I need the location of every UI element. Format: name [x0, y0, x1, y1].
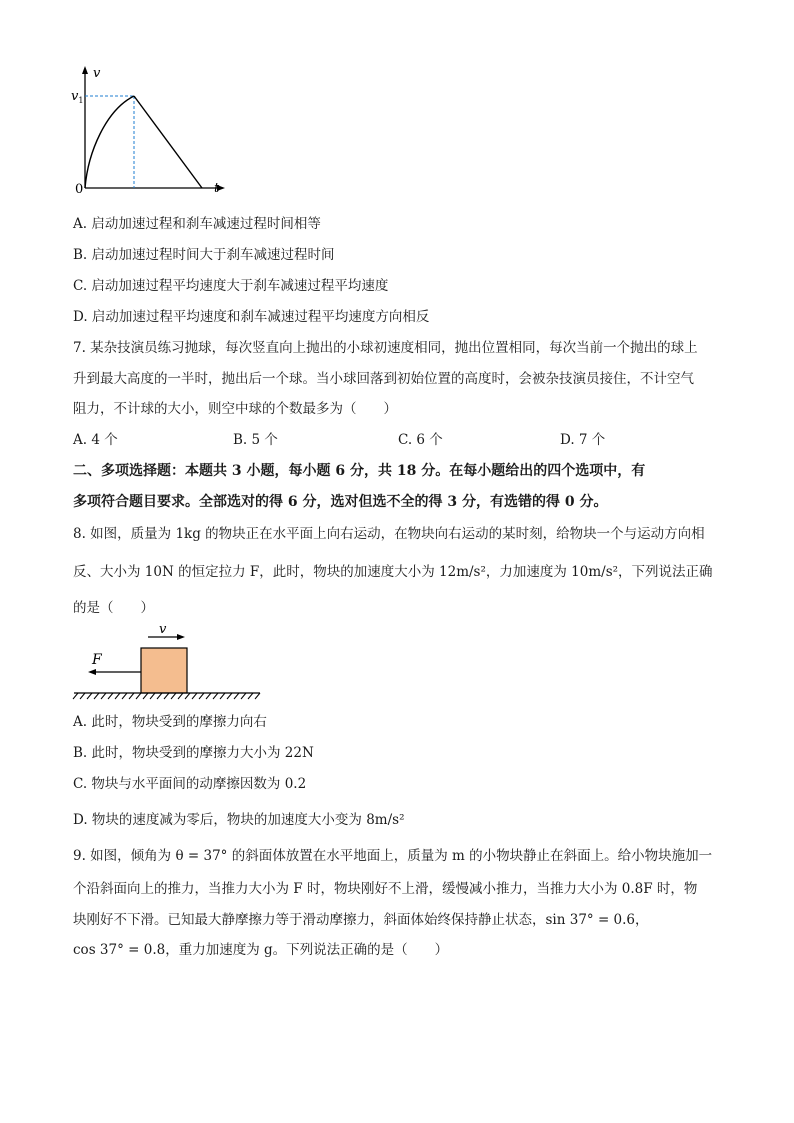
- force-label: F: [92, 652, 102, 668]
- v-axis-label: v: [93, 66, 101, 81]
- origin-label: 0: [75, 182, 84, 197]
- q7-text-line-1: 7. 某杂技演员练习抛球，每次竖直向上抛出的小球初速度相同，抛出位置相同，每次当前一个抛出的球上: [73, 340, 698, 356]
- velocity-time-graph: [66, 62, 236, 202]
- q6-option-b: B. 启动加速过程时间大于刹车减速过程时间: [73, 247, 335, 263]
- block: [141, 648, 187, 693]
- velocity-label: v: [159, 622, 167, 637]
- q7-option-d: D. 7 个: [560, 432, 606, 448]
- q9-text-line-3: 块刚好不下滑。已知最大静摩擦力等于滑动摩擦力，斜面体始终保持静止状态，sin 37° = 0.6，: [73, 912, 649, 928]
- q9-text-line-4: cos 37° = 0.8，重力加速度为 g。下列说法正确的是（ ）: [73, 942, 449, 958]
- q7-text-line-3: 阻力，不计球的大小，则空中球的个数最多为（ ）: [73, 401, 397, 417]
- section2-header-line-1: 二、多项选择题：本题共 3 小题，每小题 6 分，共 18 分。在每小题给出的四个选项中，有: [73, 463, 646, 479]
- q6-option-c: C. 启动加速过程平均速度大于刹车减速过程平均速度: [73, 278, 389, 294]
- q8-text-line-3: 的是（ ）: [73, 600, 154, 616]
- q8-option-d: D. 物块的速度减为零后，物块的加速度大小变为 8m/s²: [73, 812, 405, 828]
- q8-option-a: A. 此时，物块受到的摩擦力向右: [73, 714, 267, 730]
- q7-option-b: B. 5 个: [233, 432, 278, 448]
- section2-header-line-2: 多项符合题目要求。全部选对的得 6 分，选对但选不全的得 3 分，有选错的得 0 分。: [73, 494, 608, 510]
- q9-text-line-1: 9. 如图，倾角为 θ = 37° 的斜面体放置在水平地面上，质量为 m 的小物块静止在斜面上。给小物块施加一: [73, 848, 713, 864]
- q7-option-c: C. 6 个: [398, 432, 443, 448]
- v1-label: $v_1$: [71, 89, 84, 105]
- q7-text-line-2: 升到最大高度的一半时，抛出后一个球。当小球回落到初始位置的高度时，会被杂技演员接住，不计空气: [73, 371, 694, 387]
- q8-option-b: B. 此时，物块受到的摩擦力大小为 22N: [73, 745, 314, 761]
- t-axis-label: t: [214, 181, 220, 196]
- q9-text-line-2: 个沿斜面向上的推力，当推力大小为 F 时，物块刚好不上滑，缓慢减小推力，当推力大小为 0.8F 时，物: [73, 881, 698, 897]
- block-force-diagram: [70, 620, 270, 706]
- q8-text-line-2: 反、大小为 10N 的恒定拉力 F，此时，物块的加速度大小为 12m/s²，力加速度为 10m/s²，下列说法正确: [73, 564, 713, 580]
- q6-option-d: D. 启动加速过程平均速度和刹车减速过程平均速度方向相反: [73, 309, 430, 325]
- q6-option-a: A. 启动加速过程和刹车减速过程时间相等: [73, 216, 321, 232]
- q8-text-line-1: 8. 如图，质量为 1kg 的物块正在水平面上向右运动，在物块向右运动的某时刻，给物块一个与运动方向相: [73, 526, 705, 542]
- q8-option-c: C. 物块与水平面间的动摩擦因数为 0.2: [73, 776, 307, 792]
- q7-option-a: A. 4 个: [73, 432, 118, 448]
